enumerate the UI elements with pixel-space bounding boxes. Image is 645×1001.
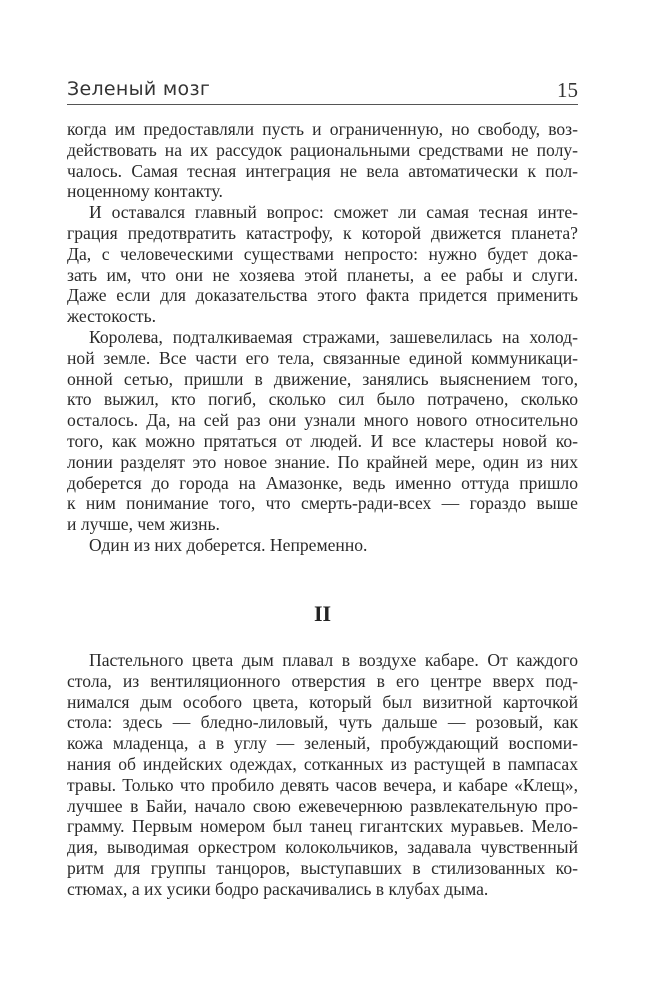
text-line: стола, из вентиляционного отверстия в его центре вверх под- — [67, 670, 578, 691]
text-line: стола: здесь — бледно-лиловый, чуть дальше — розовый, как — [67, 712, 578, 733]
text-line: зать им, что они не хозяева этой планеты, а ее рабы и слуги. — [67, 264, 578, 285]
text-line: лучшее в Байи, начало свою ежевечернюю развлекательную про- — [67, 795, 578, 816]
text-line: лонии разделят это новое знание. По крайней мере, один из них — [67, 451, 578, 472]
text-line: того, как можно прятаться от людей. И все кластеры новой ко- — [67, 430, 578, 451]
text-line: действовать на их рассудок рациональными средствами не полу- — [67, 139, 578, 160]
text-line: грамму. Первым номером был танец гигантских муравьев. Мело- — [67, 816, 578, 837]
text-line: Королева, подталкиваемая стражами, зашевелилась на холод- — [89, 326, 578, 347]
body-text-section-2 — [67, 650, 578, 900]
text-line: доберется до города на Амазонке, ведь именно оттуда пришло — [67, 472, 578, 493]
body-text-section-1 — [67, 119, 578, 556]
text-line: ноценному контакту. — [67, 181, 223, 202]
text-line: кто выжил, кто погиб, сколько сил было потрачено, сколько — [67, 389, 578, 410]
text-line: нимался дым особого цвета, который был визитной карточкой — [67, 691, 578, 712]
page-number: 15 — [557, 78, 578, 102]
text-line: Даже если для доказательства этого факта придется применить — [67, 285, 578, 306]
text-line: нания об индейских одеждах, сотканных из растущей в пампасах — [67, 753, 578, 774]
running-title: Зеленый мозг — [67, 78, 211, 100]
text-line: грация предотвратить катастрофу, к которой движется планета? — [67, 222, 578, 243]
text-line: дия, выводимая оркестром колокольчиков, задавала чувственный — [67, 837, 578, 858]
text-line: жестокость. — [67, 306, 157, 327]
text-line: осталось. Да, на сей раз они узнали много нового относительно — [67, 410, 578, 431]
text-line: И оставался главный вопрос: сможет ли самая тесная инте- — [89, 202, 578, 223]
text-line: Пастельного цвета дым плавал в воздухе кабаре. От каждого — [89, 650, 578, 670]
chapter-heading: II — [313, 601, 332, 626]
text-line: когда им предоставляли пусть и ограниченную, но свободу, воз- — [67, 119, 578, 139]
text-line: Да, с человеческими существами непросто: нужно будет дока- — [67, 243, 578, 264]
text-line: Один из них доберется. Непременно. — [89, 534, 368, 555]
text-line: и лучше, чем жизнь. — [67, 514, 220, 535]
running-header — [67, 78, 578, 105]
text-line: к ним понимание того, что смерть-ради-всех — гораздо выше — [67, 493, 578, 514]
text-line: онной сетью, пришли в движение, занялись выяснением того, — [67, 368, 578, 389]
text-line: чалось. Самая тесная интеграция не вела автоматически к пол- — [67, 160, 578, 181]
text-line: кожа младенца, а в углу — зеленый, пробуждающий воспоми- — [67, 733, 578, 754]
text-line: ритм для группы танцоров, выступавших в стилизованных ко- — [67, 857, 578, 878]
text-line: травы. Только что пробило девять часов вечера, и кабаре «Клещ», — [67, 774, 578, 795]
text-line: ной земле. Все части его тела, связанные единой коммуникаци- — [67, 347, 578, 368]
text-line: стюмах, а их усики бодро раскачивались в клубах дыма. — [67, 878, 489, 899]
